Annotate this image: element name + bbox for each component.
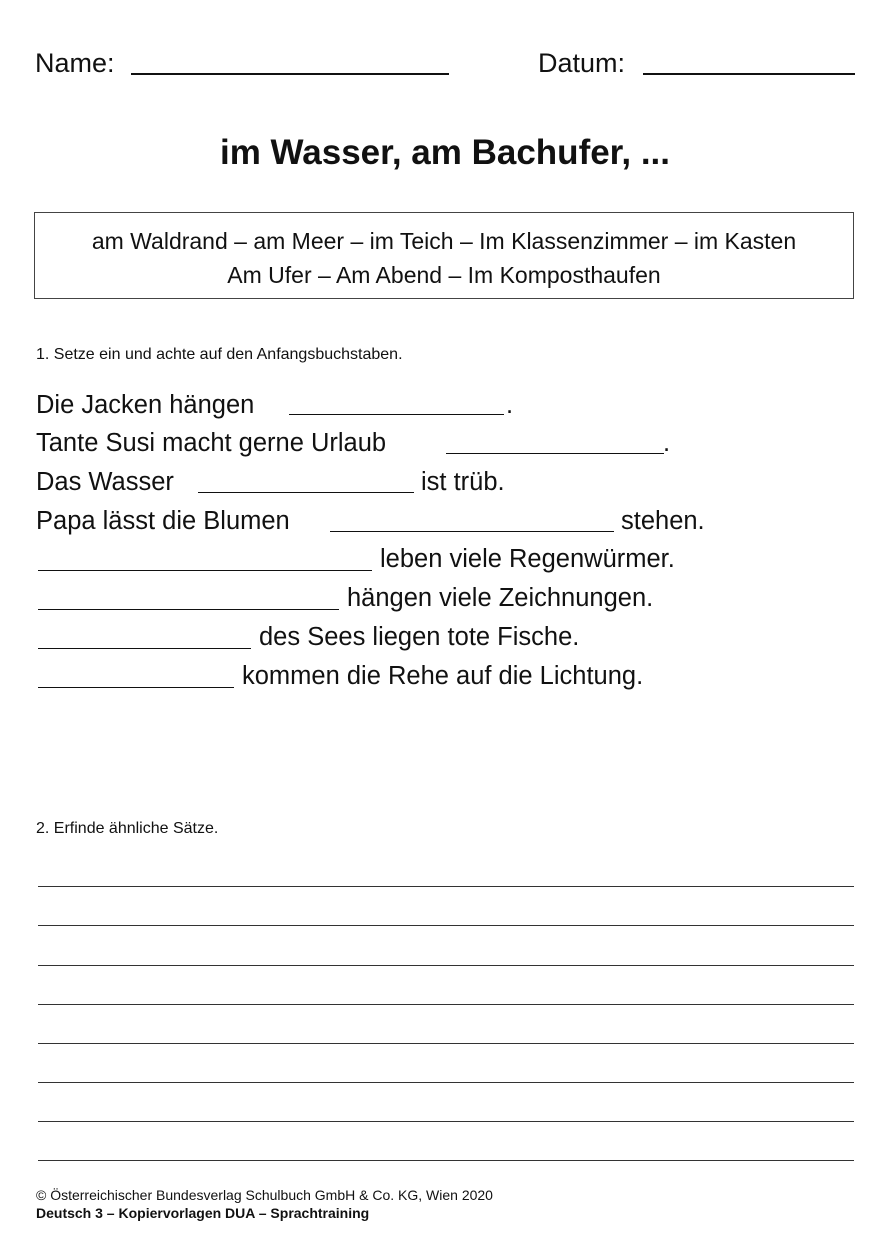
- sentence-8-end: kommen die Rehe auf die Lichtung.: [242, 662, 644, 690]
- sentence-1-end: .: [506, 391, 514, 419]
- sentence-7-blank[interactable]: [38, 648, 251, 649]
- word-box: [34, 212, 854, 299]
- sentence-2-blank[interactable]: [446, 453, 664, 454]
- sentence-5-blank[interactable]: [38, 570, 372, 571]
- sentence-3-end: ist trüb.: [421, 468, 505, 496]
- sentence-2-start: Tante Susi macht gerne Urlaub: [36, 429, 387, 457]
- sentence-8-blank[interactable]: [38, 687, 234, 688]
- sentence-6-blank[interactable]: [38, 609, 339, 610]
- task-2-instruction: 2. Erfinde ähnliche Sätze.: [36, 820, 219, 837]
- sentence-3-start: Das Wasser: [36, 468, 174, 496]
- sentence-4-end: stehen.: [621, 507, 705, 535]
- name-label: Name:: [35, 48, 115, 78]
- sentence-1-start: Die Jacken hängen: [36, 391, 255, 419]
- writing-line-4[interactable]: [38, 1004, 854, 1005]
- task-1-instruction: 1. Setze ein und achte auf den Anfangsbuchstaben.: [36, 346, 403, 363]
- sentence-5-end: leben viele Regenwürmer.: [380, 545, 675, 573]
- sentence-1-blank[interactable]: [289, 414, 504, 415]
- writing-line-2[interactable]: [38, 925, 854, 926]
- writing-line-5[interactable]: [38, 1043, 854, 1044]
- writing-line-7[interactable]: [38, 1121, 854, 1122]
- writing-line-1[interactable]: [38, 886, 854, 887]
- sentence-4-blank[interactable]: [330, 531, 614, 532]
- sentence-3-blank[interactable]: [198, 492, 414, 493]
- word-box-line-2: Am Ufer – Am Abend – Im Komposthaufen: [227, 262, 661, 288]
- sentence-4-start: Papa lässt die Blumen: [36, 507, 290, 535]
- page-title: im Wasser, am Bachufer, ...: [219, 133, 670, 172]
- date-field[interactable]: [643, 73, 855, 75]
- writing-line-8[interactable]: [38, 1160, 854, 1161]
- word-box-line-1: am Waldrand – am Meer – im Teich – Im Klassenzimmer – im Kasten: [91, 228, 797, 254]
- footer-series: Deutsch 3 – Kopiervorlagen DUA – Sprachtraining: [36, 1205, 370, 1221]
- date-label: Datum:: [538, 48, 626, 78]
- writing-line-6[interactable]: [38, 1082, 854, 1083]
- footer-copyright: © Österreichischer Bundesverlag Schulbuch GmbH & Co. KG, Wien 2020: [36, 1187, 493, 1203]
- writing-line-3[interactable]: [38, 965, 854, 966]
- name-field[interactable]: [131, 73, 449, 75]
- sentence-6-end: hängen viele Zeichnungen.: [347, 584, 654, 612]
- sentence-7-end: des Sees liegen tote Fische.: [259, 623, 580, 651]
- sentence-2-end: .: [663, 429, 671, 457]
